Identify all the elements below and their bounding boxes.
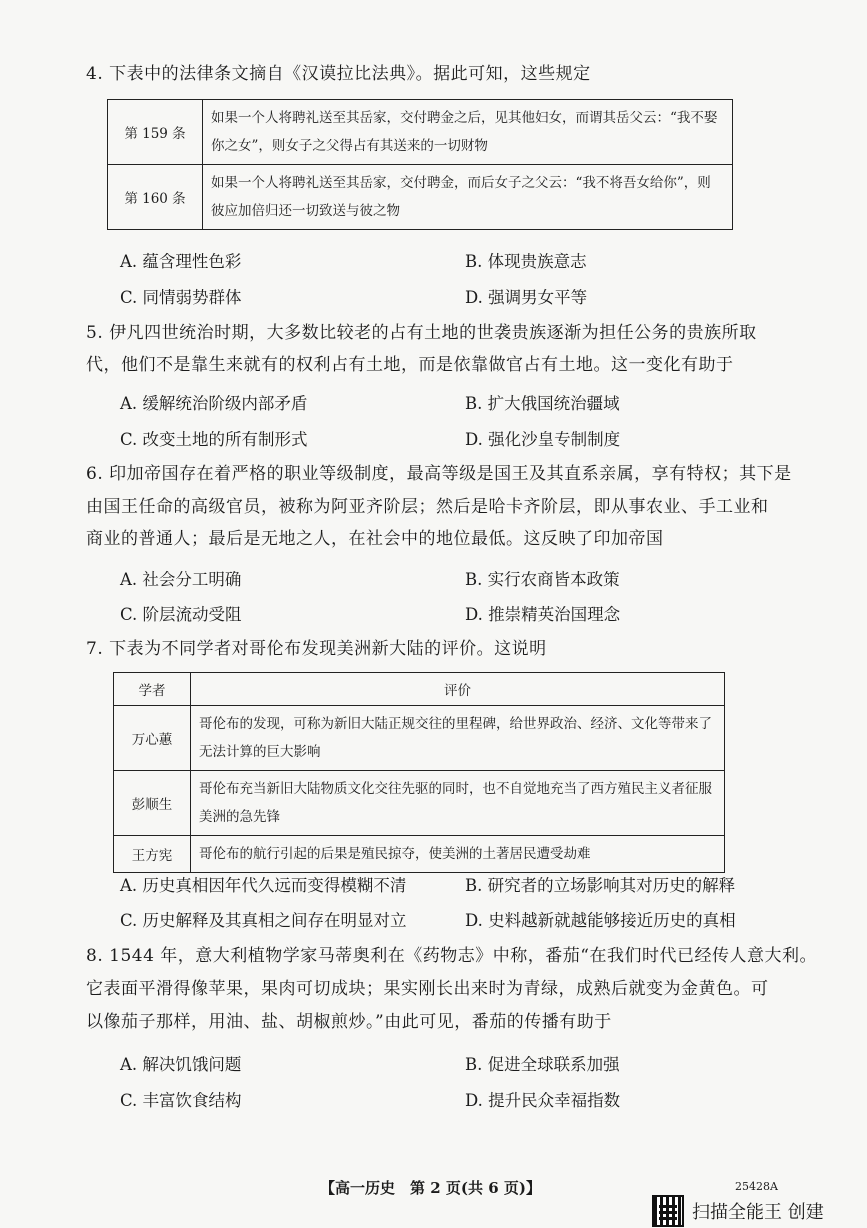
q7-row2-text: 哥伦布充当新旧大陆物质文化交往先驱的同时，也不自觉地充当了西方殖民主义者征服美洲的急先锋 xyxy=(191,771,725,836)
q5-option-d[interactable]: D. 强化沙皇专制制度 xyxy=(465,430,621,449)
q4-row2-text: 如果一个人将聘礼送至其岳家，交付聘金，而后女子之父云：“我不将吾女给你”，则彼应加倍归还一切致送与彼之物 xyxy=(203,165,733,230)
q8-option-d[interactable]: D. 提升民众幸福指数 xyxy=(465,1091,621,1110)
q5-stem-line1: 5. 伊凡四世统治时期，大多数比较老的占有土地的世袭贵族逐渐为担任公务的贵族所取 xyxy=(86,323,757,343)
q6-option-a[interactable]: A. 社会分工明确 xyxy=(120,570,242,589)
q4-row1-text: 如果一个人将聘礼送至其岳家，交付聘金之后，见其他妇女，而谓其岳父云：“我不娶你之女”，则女子之父得占有其送来的一切财物 xyxy=(203,100,733,165)
q5-option-a[interactable]: A. 缓解统治阶级内部矛盾 xyxy=(120,394,308,413)
table-row xyxy=(108,165,733,230)
watermark-text: 扫描全能王 创建 xyxy=(692,1202,824,1223)
q6-stem-line1: 6. 印加帝国存在着严格的职业等级制度，最高等级是国王及其直系亲属，享有特权；其下是 xyxy=(86,464,792,484)
q4-row1-label: 第 159 条 xyxy=(108,100,203,165)
q5-option-b[interactable]: B. 扩大俄国统治疆域 xyxy=(465,394,620,413)
page-footer: 【高一历史 第 2 页(共 6 页)】 xyxy=(320,1179,541,1197)
q8-option-b[interactable]: B. 促进全球联系加强 xyxy=(465,1055,620,1074)
q4-option-b[interactable]: B. 体现贵族意志 xyxy=(465,252,587,271)
q7-option-b[interactable]: B. 研究者的立场影响其对历史的解释 xyxy=(465,876,736,895)
q8-option-c[interactable]: C. 丰富饮食结构 xyxy=(120,1091,242,1110)
paper-code: 25428A xyxy=(735,1180,778,1193)
q4-option-c[interactable]: C. 同情弱势群体 xyxy=(120,288,242,307)
q4-row2-label: 第 160 条 xyxy=(108,165,203,230)
q7-header-evaluation: 评价 xyxy=(191,673,725,706)
q6-stem-line2: 由国王任命的高级官员，被称为阿亚齐阶层；然后是哈卡齐阶层，即从事农业、手工业和 xyxy=(86,497,769,517)
q6-option-d[interactable]: D. 推崇精英治国理念 xyxy=(465,605,621,624)
q8-stem-line3: 以像茄子那样，用油、盐、胡椒煎炒。”由此可见，番茄的传播有助于 xyxy=(86,1012,612,1032)
q8-stem-line2: 它表面平滑得像苹果，果肉可切成块；果实刚长出来时为青绿，成熟后就变为金黄色。可 xyxy=(86,979,769,999)
q7-row1-label: 万心蕙 xyxy=(114,706,191,771)
scanner-watermark xyxy=(652,1195,824,1227)
q7-row1-text: 哥伦布的发现，可称为新旧大陆正规交往的里程碑，给世界政治、经济、文化等带来了无法计算的巨大影响 xyxy=(191,706,725,771)
q4-table xyxy=(107,99,733,230)
table-row xyxy=(114,836,725,873)
table-row xyxy=(108,100,733,165)
q7-table xyxy=(113,672,725,873)
q7-stem: 7. 下表为不同学者对哥伦布发现美洲新大陆的评价。这说明 xyxy=(86,639,547,659)
q7-row3-text: 哥伦布的航行引起的后果是殖民掠夺，使美洲的土著居民遭受劫难 xyxy=(191,836,725,873)
table-row xyxy=(114,706,725,771)
q7-row3-label: 王方宪 xyxy=(114,836,191,873)
q6-stem-line3: 商业的普通人；最后是无地之人，在社会中的地位最低。这反映了印加帝国 xyxy=(86,529,664,549)
q7-row2-label: 彭顺生 xyxy=(114,771,191,836)
q5-stem-line2: 代，他们不是靠生来就有的权利占有土地，而是依靠做官占有土地。这一变化有助于 xyxy=(86,355,734,375)
qr-code-icon xyxy=(652,1195,684,1227)
q6-option-c[interactable]: C. 阶层流动受阻 xyxy=(120,605,242,624)
q4-option-a[interactable]: A. 蕴含理性色彩 xyxy=(120,252,242,271)
q8-option-a[interactable]: A. 解决饥饿问题 xyxy=(120,1055,242,1074)
q7-option-c[interactable]: C. 历史解释及其真相之间存在明显对立 xyxy=(120,911,407,930)
q6-option-b[interactable]: B. 实行农商皆本政策 xyxy=(465,570,620,589)
q4-stem: 4. 下表中的法律条文摘自《汉谟拉比法典》。据此可知，这些规定 xyxy=(86,64,591,84)
table-row xyxy=(114,771,725,836)
q5-option-c[interactable]: C. 改变土地的所有制形式 xyxy=(120,430,308,449)
q4-option-d[interactable]: D. 强调男女平等 xyxy=(465,288,588,307)
q7-option-d[interactable]: D. 史料越新就越能够接近历史的真相 xyxy=(465,911,736,930)
table-header-row xyxy=(114,673,725,706)
q7-header-scholar: 学者 xyxy=(114,673,191,706)
q8-stem-line1: 8. 1544 年，意大利植物学家马蒂奥利在《药物志》中称，番茄“在我们时代已经传人意大利。 xyxy=(86,946,817,966)
q7-option-a[interactable]: A. 历史真相因年代久远而变得模糊不清 xyxy=(120,876,407,895)
